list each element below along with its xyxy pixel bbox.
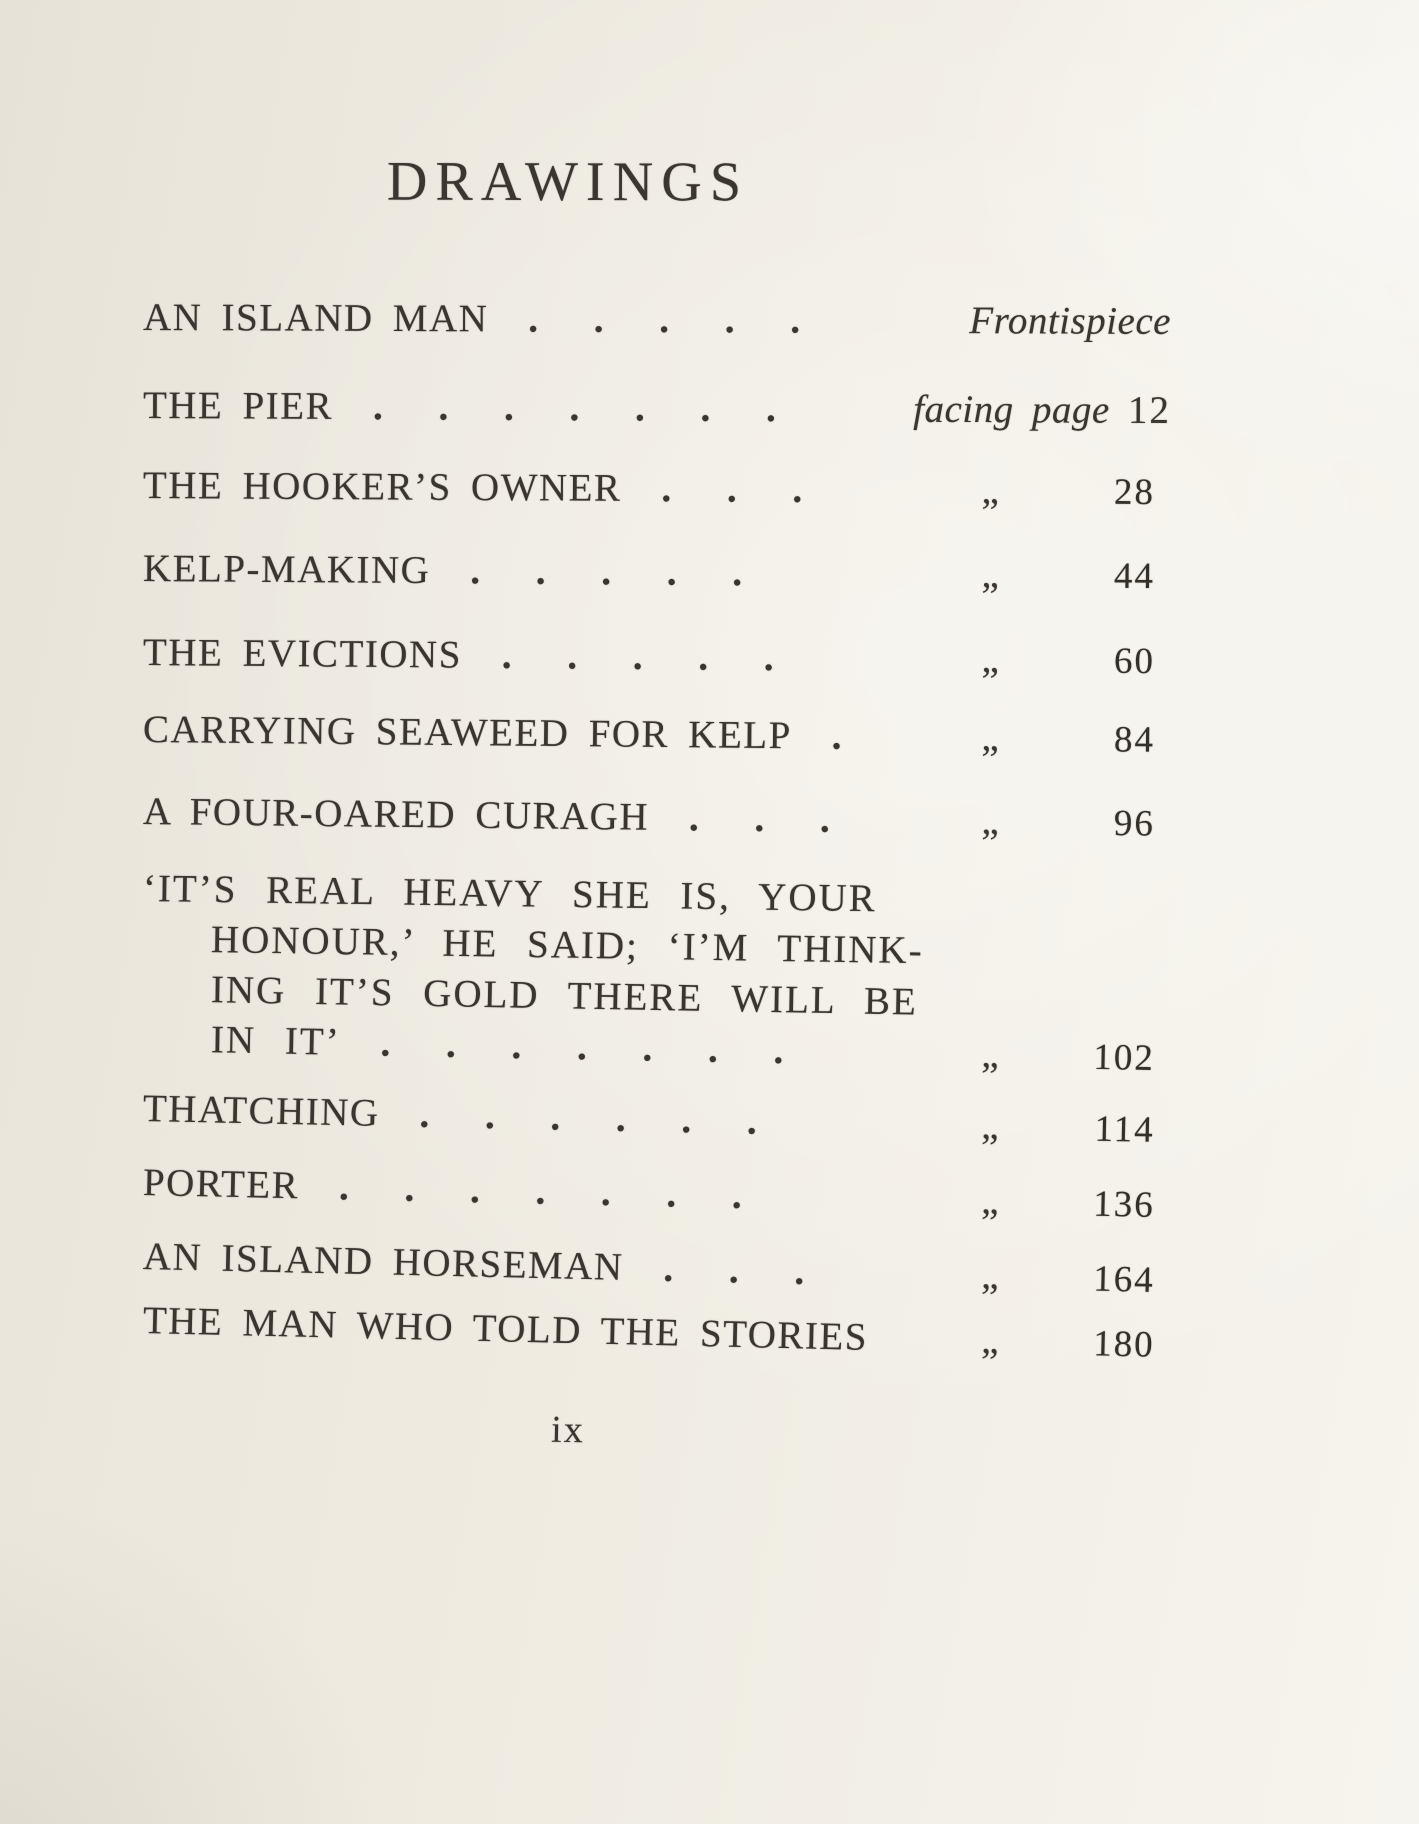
quote-line: IN IT’	[210, 1018, 342, 1064]
dot-leader: . . .	[688, 796, 830, 841]
entry-ref	[935, 798, 1175, 846]
entry-ref	[934, 1252, 1175, 1302]
ref-frontispiece: Frontispiece	[969, 299, 1172, 343]
dot-leader: . . . . .	[528, 297, 801, 342]
ditto-mark: „	[981, 716, 1001, 760]
folio-page-number: ix	[550, 1408, 586, 1452]
ditto-mark: „	[981, 799, 1001, 843]
page-number: 44	[1113, 555, 1156, 598]
ditto-mark: „	[981, 468, 1001, 513]
page-number: 28	[1113, 471, 1156, 514]
entry-ref	[913, 387, 1175, 433]
dot-leader: . . . . .	[470, 549, 743, 595]
page-number: 114	[1094, 1108, 1156, 1151]
toc-entry-row	[142, 1298, 1175, 1367]
page-title: DRAWINGS	[386, 150, 750, 214]
dot-leader: . . . . . . .	[338, 1165, 743, 1217]
dot-leader: .	[831, 714, 842, 758]
toc-entry-row	[143, 789, 1175, 846]
dot-leader: . . . . .	[501, 633, 774, 680]
entry-title: AN ISLAND HORSEMAN	[142, 1235, 625, 1289]
entry-title: THE PIER	[142, 384, 334, 428]
page-number: 12	[1127, 388, 1172, 433]
entry-title: THATCHING	[142, 1087, 381, 1135]
ref-facing-page	[913, 387, 1171, 433]
quote-line: ‘IT’S REAL HEAVY SHE IS, YOUR	[142, 867, 878, 921]
toc-entry-row	[143, 463, 1175, 514]
entry-ref	[935, 468, 1175, 514]
toc-entry-row	[143, 1160, 1176, 1227]
toc-entry-row	[143, 546, 1175, 598]
page-number: 180	[1092, 1323, 1156, 1366]
entry-title: PORTER	[142, 1161, 300, 1208]
page-number: 136	[1092, 1183, 1156, 1226]
dot-leader	[868, 1350, 935, 1352]
entry-title: THE HOOKER’S OWNER	[142, 464, 622, 510]
quote-line: HONOUR,’ HE SAID; ‘I’M THINK-	[210, 918, 924, 973]
dot-leader: . . . . . . .	[380, 1021, 784, 1073]
entry-ref	[935, 636, 1175, 683]
toc-entry-row	[143, 707, 1175, 762]
page-number: 102	[1092, 1036, 1156, 1080]
drawings-list	[143, 0, 1175, 1824]
entry-ref	[935, 298, 1175, 344]
dot-leader: . . .	[661, 467, 803, 511]
toc-entry-row	[142, 1234, 1175, 1302]
entry-title: CARRYING SEAWEED FOR KELP	[142, 708, 793, 758]
quote-line: ING IT’S GOLD THERE WILL BE	[210, 968, 919, 1024]
ditto-mark: „	[980, 1254, 1001, 1298]
entry-ref	[934, 1031, 1175, 1081]
ditto-mark: „	[981, 637, 1001, 681]
entry-title: AN ISLAND MAN	[142, 296, 489, 341]
entry-title: THE MAN WHO TOLD THE STORIES	[142, 1299, 869, 1359]
toc-entry-row	[143, 630, 1175, 683]
dot-leader: . . . . . . .	[372, 385, 776, 431]
toc-entry-row	[143, 1086, 1176, 1152]
ditto-mark: „	[980, 1318, 1001, 1363]
page-number: 164	[1092, 1258, 1156, 1301]
ditto-mark: „	[980, 1104, 1001, 1148]
page-number: 84	[1113, 719, 1156, 761]
facing-page-label: facing page	[913, 387, 1110, 432]
entry-ref	[934, 1317, 1175, 1368]
entry-ref	[934, 1177, 1175, 1227]
entry-title: THE EVICTIONS	[142, 631, 463, 677]
entry-ref	[935, 552, 1175, 599]
dot-leader: . . . . . .	[419, 1092, 758, 1143]
toc-entry-row	[143, 383, 1175, 433]
entry-ref	[935, 715, 1175, 762]
entry-title: KELP-MAKING	[142, 547, 431, 593]
dot-leader: . . .	[663, 1246, 805, 1294]
page-number: 96	[1113, 803, 1156, 845]
ditto-mark: „	[981, 552, 1001, 596]
ditto-mark: „	[980, 1179, 1001, 1223]
entry-title: A FOUR-OARED CURAGH	[142, 790, 650, 839]
toc-entry-row	[143, 295, 1175, 344]
page-number: 60	[1113, 640, 1156, 683]
entry-ref	[934, 1102, 1175, 1152]
ditto-mark: „	[981, 1032, 1001, 1077]
